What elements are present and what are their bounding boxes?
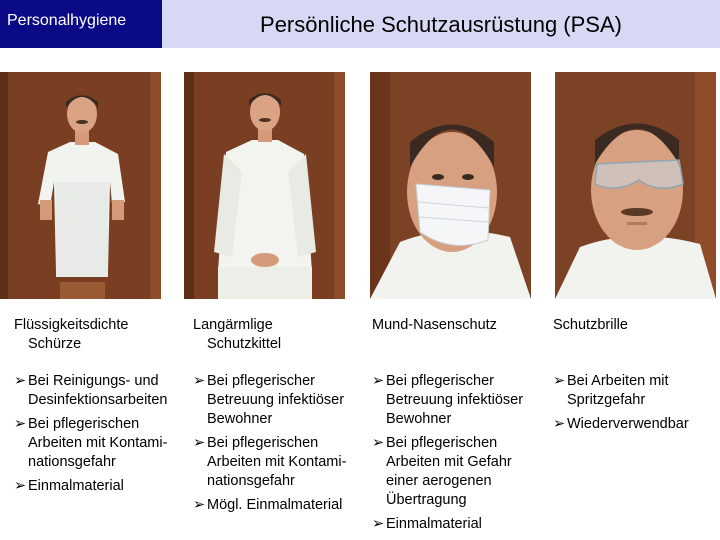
section-label: Personalhygiene <box>7 12 127 29</box>
arrow-bullet-icon: ➢ <box>193 435 206 451</box>
bullet-list <box>553 372 719 434</box>
bullet-list <box>193 372 371 515</box>
list-item: ➢ Einmalmaterial <box>372 516 482 532</box>
arrow-bullet-icon: ➢ <box>14 478 27 494</box>
arrow-bullet-icon: ➢ <box>14 373 27 389</box>
arrow-bullet-icon: ➢ <box>372 435 385 451</box>
column-gown <box>193 316 371 520</box>
bullet-list <box>14 372 194 496</box>
list-item: ➢ Einmalmaterial <box>14 478 124 494</box>
list-item: ➢ Bei Reinigungs- und Desinfektionsarbeiten <box>14 373 168 408</box>
arrow-bullet-icon: ➢ <box>372 373 385 389</box>
arrow-bullet-icon: ➢ <box>372 516 385 532</box>
arrow-bullet-icon: ➢ <box>193 373 206 389</box>
photo-apron <box>0 72 161 299</box>
column-heading: Schutzbrille <box>553 317 628 333</box>
photo-mask <box>370 72 531 299</box>
list-item: ➢ Bei pflegerischen Arbeiten mit Kontami- nationsgefahr <box>193 435 347 489</box>
column-apron <box>14 316 194 501</box>
arrow-bullet-icon: ➢ <box>553 416 566 432</box>
column-mask <box>372 316 550 539</box>
list-item: ➢ Bei pflegerischer Betreuung infektiöser Bewohner <box>372 373 524 427</box>
list-item: ➢ Bei Arbeiten mit Spritzgefahr <box>553 373 669 408</box>
column-heading: Flüssigkeitsdichte Schürze <box>14 317 129 352</box>
arrow-bullet-icon: ➢ <box>14 416 27 432</box>
section-label-box <box>0 0 162 48</box>
header <box>0 0 720 48</box>
list-item: ➢ Bei pflegerischer Betreuung infektiöser Bewohner <box>193 373 345 427</box>
column-goggles <box>553 316 719 439</box>
page-title: Persönliche Schutzausrüstung (PSA) <box>260 12 622 37</box>
title-band <box>162 0 720 48</box>
photo-gown <box>184 72 345 299</box>
arrow-bullet-icon: ➢ <box>553 373 566 389</box>
list-item: ➢ Wiederverwendbar <box>553 416 689 432</box>
list-item: ➢ Bei pflegerischen Arbeiten mit Kontami- nationsgefahr <box>14 416 168 470</box>
list-item: ➢ Bei pflegerischen Arbeiten mit Gefahr einer aerogenen Übertragung <box>372 435 512 508</box>
list-item: ➢ Mögl. Einmalmaterial <box>193 497 343 513</box>
column-heading: Mund-Nasenschutz <box>372 317 497 333</box>
arrow-bullet-icon: ➢ <box>193 497 206 513</box>
column-heading: Langärmlige Schutzkittel <box>193 317 282 352</box>
photo-goggles <box>555 72 716 299</box>
bullet-list <box>372 372 550 534</box>
